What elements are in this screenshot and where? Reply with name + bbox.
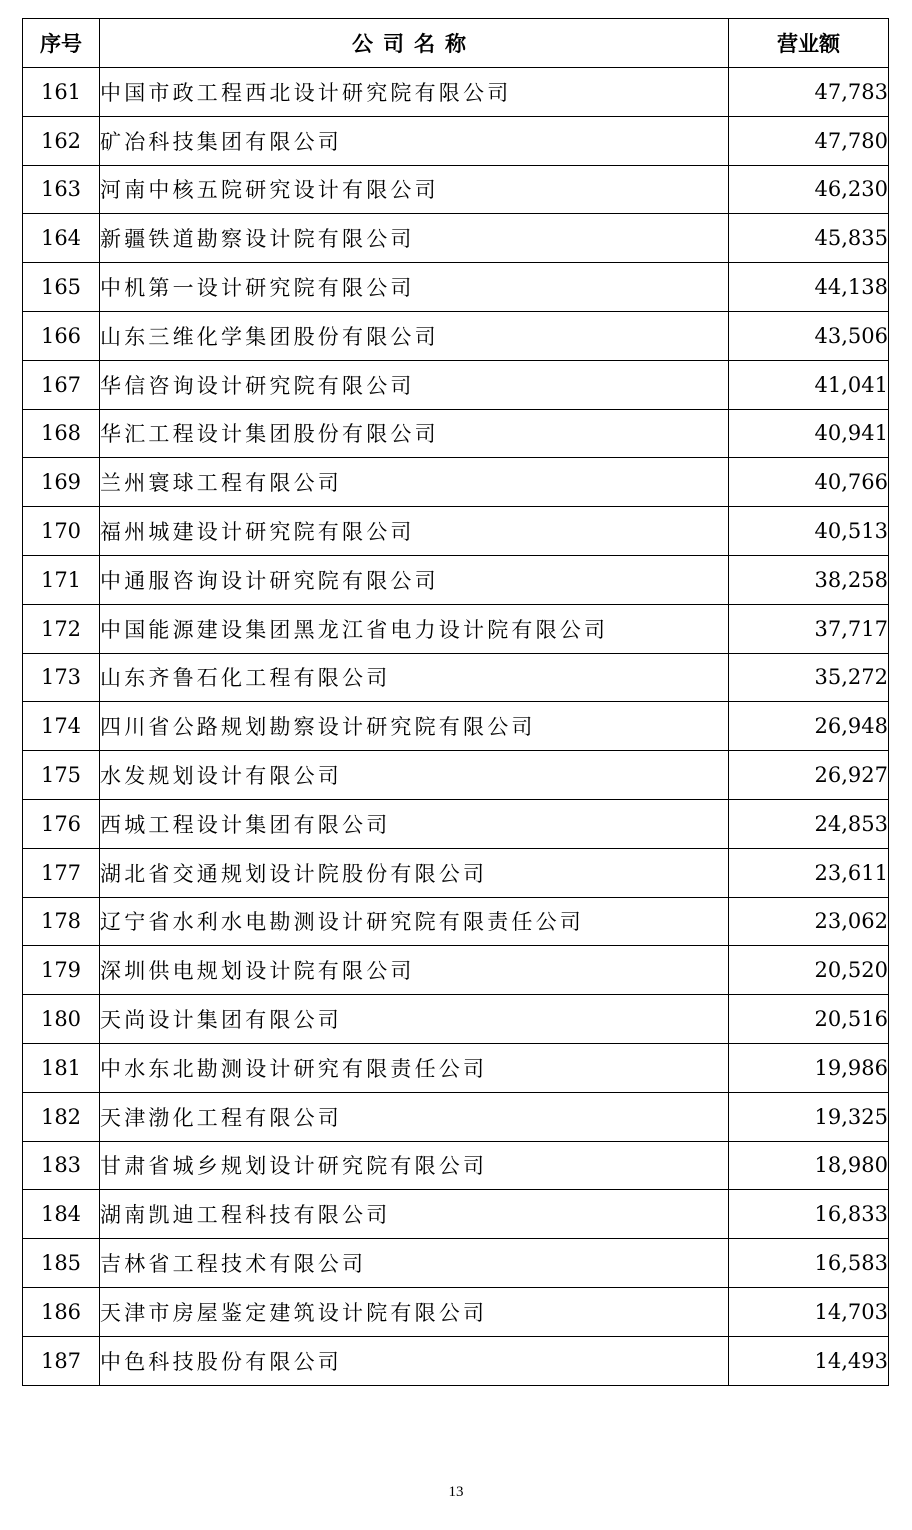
revenue-value: 35,272 bbox=[729, 653, 889, 702]
row-number: 178 bbox=[23, 897, 100, 946]
company-name: 中通服咨询设计研究院有限公司 bbox=[100, 555, 729, 604]
revenue-value: 16,583 bbox=[729, 1239, 889, 1288]
company-revenue-table bbox=[22, 18, 889, 1386]
company-name: 华信咨询设计研究院有限公司 bbox=[100, 360, 729, 409]
revenue-value: 46,230 bbox=[729, 165, 889, 214]
table-row bbox=[23, 1239, 889, 1288]
revenue-value: 23,062 bbox=[729, 897, 889, 946]
company-name: 华汇工程设计集团股份有限公司 bbox=[100, 409, 729, 458]
row-number: 175 bbox=[23, 751, 100, 800]
table-row bbox=[23, 1336, 889, 1385]
company-name: 甘肃省城乡规划设计研究院有限公司 bbox=[100, 1141, 729, 1190]
company-name: 天津渤化工程有限公司 bbox=[100, 1092, 729, 1141]
company-name: 矿冶科技集团有限公司 bbox=[100, 116, 729, 165]
company-name: 中水东北勘测设计研究有限责任公司 bbox=[100, 1043, 729, 1092]
company-name: 吉林省工程技术有限公司 bbox=[100, 1239, 729, 1288]
table-row bbox=[23, 897, 889, 946]
revenue-value: 26,927 bbox=[729, 751, 889, 800]
company-name: 福州城建设计研究院有限公司 bbox=[100, 507, 729, 556]
revenue-value: 47,783 bbox=[729, 68, 889, 117]
table-row bbox=[23, 1141, 889, 1190]
revenue-value: 40,513 bbox=[729, 507, 889, 556]
table-row bbox=[23, 848, 889, 897]
table-row bbox=[23, 604, 889, 653]
table-row bbox=[23, 409, 889, 458]
company-name: 兰州寰球工程有限公司 bbox=[100, 458, 729, 507]
company-name: 天津市房屋鉴定建筑设计院有限公司 bbox=[100, 1287, 729, 1336]
table-header bbox=[23, 19, 889, 68]
revenue-value: 44,138 bbox=[729, 263, 889, 312]
revenue-value: 16,833 bbox=[729, 1190, 889, 1239]
table-row bbox=[23, 311, 889, 360]
table-row bbox=[23, 995, 889, 1044]
company-name: 中国市政工程西北设计研究院有限公司 bbox=[100, 68, 729, 117]
table-row bbox=[23, 1092, 889, 1141]
revenue-value: 23,611 bbox=[729, 848, 889, 897]
company-name: 湖北省交通规划设计院股份有限公司 bbox=[100, 848, 729, 897]
page-number: 13 bbox=[448, 1484, 464, 1500]
company-name: 中国能源建设集团黑龙江省电力设计院有限公司 bbox=[100, 604, 729, 653]
company-name: 辽宁省水利水电勘测设计研究院有限责任公司 bbox=[100, 897, 729, 946]
row-number: 186 bbox=[23, 1287, 100, 1336]
header-row bbox=[23, 19, 889, 68]
table-row bbox=[23, 799, 889, 848]
revenue-value: 37,717 bbox=[729, 604, 889, 653]
revenue-value: 14,703 bbox=[729, 1287, 889, 1336]
row-number: 180 bbox=[23, 995, 100, 1044]
row-number: 172 bbox=[23, 604, 100, 653]
company-name: 四川省公路规划勘察设计研究院有限公司 bbox=[100, 702, 729, 751]
row-number: 173 bbox=[23, 653, 100, 702]
revenue-value: 41,041 bbox=[729, 360, 889, 409]
row-number: 170 bbox=[23, 507, 100, 556]
table-row bbox=[23, 555, 889, 604]
table-row bbox=[23, 458, 889, 507]
table-row bbox=[23, 214, 889, 263]
row-number: 177 bbox=[23, 848, 100, 897]
table-row bbox=[23, 263, 889, 312]
row-number: 164 bbox=[23, 214, 100, 263]
company-name: 天尚设计集团有限公司 bbox=[100, 995, 729, 1044]
table-row bbox=[23, 1043, 889, 1092]
row-number: 171 bbox=[23, 555, 100, 604]
row-number: 162 bbox=[23, 116, 100, 165]
revenue-value: 14,493 bbox=[729, 1336, 889, 1385]
revenue-value: 47,780 bbox=[729, 116, 889, 165]
revenue-value: 40,766 bbox=[729, 458, 889, 507]
table-row bbox=[23, 1190, 889, 1239]
revenue-value: 24,853 bbox=[729, 799, 889, 848]
revenue-value: 45,835 bbox=[729, 214, 889, 263]
revenue-value: 38,258 bbox=[729, 555, 889, 604]
company-name: 河南中核五院研究设计有限公司 bbox=[100, 165, 729, 214]
table-row bbox=[23, 360, 889, 409]
revenue-value: 20,520 bbox=[729, 946, 889, 995]
row-number: 185 bbox=[23, 1239, 100, 1288]
company-name: 湖南凯迪工程科技有限公司 bbox=[100, 1190, 729, 1239]
table-row bbox=[23, 702, 889, 751]
header-revenue: 营业额 bbox=[729, 19, 889, 68]
row-number: 168 bbox=[23, 409, 100, 458]
row-number: 161 bbox=[23, 68, 100, 117]
table-row bbox=[23, 68, 889, 117]
revenue-value: 19,986 bbox=[729, 1043, 889, 1092]
company-name: 深圳供电规划设计院有限公司 bbox=[100, 946, 729, 995]
table-row bbox=[23, 1287, 889, 1336]
revenue-value: 19,325 bbox=[729, 1092, 889, 1141]
table-row bbox=[23, 165, 889, 214]
row-number: 176 bbox=[23, 799, 100, 848]
header-number: 序号 bbox=[23, 19, 100, 68]
table-row bbox=[23, 507, 889, 556]
row-number: 187 bbox=[23, 1336, 100, 1385]
row-number: 174 bbox=[23, 702, 100, 751]
company-name: 山东三维化学集团股份有限公司 bbox=[100, 311, 729, 360]
revenue-value: 20,516 bbox=[729, 995, 889, 1044]
row-number: 167 bbox=[23, 360, 100, 409]
header-company-name: 公司名称 bbox=[100, 19, 729, 68]
row-number: 166 bbox=[23, 311, 100, 360]
table-row bbox=[23, 116, 889, 165]
row-number: 179 bbox=[23, 946, 100, 995]
row-number: 184 bbox=[23, 1190, 100, 1239]
company-name: 新疆铁道勘察设计院有限公司 bbox=[100, 214, 729, 263]
company-name: 中色科技股份有限公司 bbox=[100, 1336, 729, 1385]
company-name: 水发规划设计有限公司 bbox=[100, 751, 729, 800]
revenue-value: 40,941 bbox=[729, 409, 889, 458]
company-name: 西城工程设计集团有限公司 bbox=[100, 799, 729, 848]
row-number: 183 bbox=[23, 1141, 100, 1190]
revenue-value: 26,948 bbox=[729, 702, 889, 751]
row-number: 182 bbox=[23, 1092, 100, 1141]
company-name: 中机第一设计研究院有限公司 bbox=[100, 263, 729, 312]
table-body bbox=[23, 68, 889, 1386]
company-name: 山东齐鲁石化工程有限公司 bbox=[100, 653, 729, 702]
table-row bbox=[23, 751, 889, 800]
row-number: 181 bbox=[23, 1043, 100, 1092]
row-number: 165 bbox=[23, 263, 100, 312]
revenue-value: 43,506 bbox=[729, 311, 889, 360]
table-row bbox=[23, 653, 889, 702]
revenue-value: 18,980 bbox=[729, 1141, 889, 1190]
row-number: 163 bbox=[23, 165, 100, 214]
row-number: 169 bbox=[23, 458, 100, 507]
table-row bbox=[23, 946, 889, 995]
